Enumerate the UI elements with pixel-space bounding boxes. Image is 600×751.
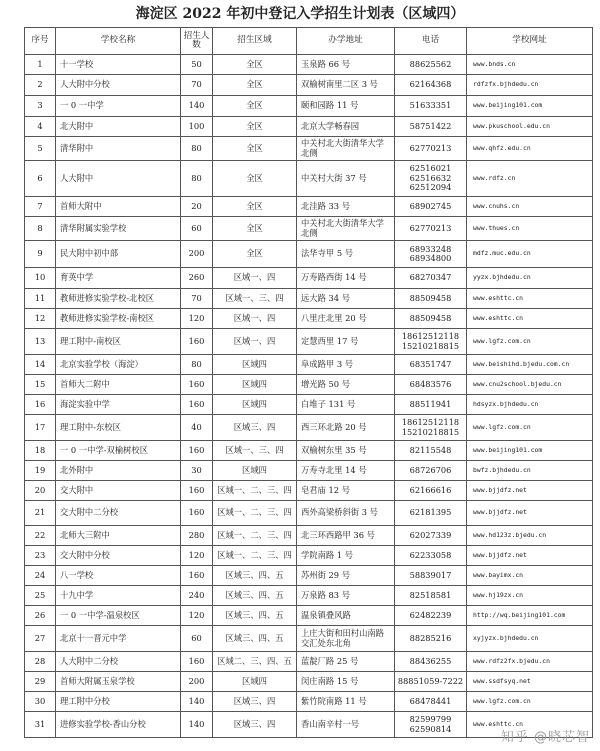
header-school: 学校名称 <box>56 28 181 55</box>
cell-address: 北三环西路甲 36 号 <box>297 526 395 546</box>
cell-no: 28 <box>25 652 56 672</box>
cell-school: 八一学校 <box>56 566 181 586</box>
cell-address: 学院南路 1 号 <box>297 546 395 566</box>
cell-no: 21 <box>25 501 56 526</box>
phone-number: 62181395 <box>409 507 452 518</box>
cell-area: 全区 <box>213 96 297 117</box>
cell-phone <box>395 606 467 626</box>
cell-no: 29 <box>25 672 56 692</box>
cell-address: 中关村北大街清华大学北侧 <box>297 217 395 241</box>
cell-phone <box>395 586 467 606</box>
cell-area: 区域一、二、三、四 <box>213 481 297 501</box>
phone-number: 18612512118 <box>401 417 460 427</box>
cell-no: 23 <box>25 546 56 566</box>
phone-number: 88851059-7222 <box>397 675 464 686</box>
cell-no: 5 <box>25 137 56 161</box>
cell-quota: 70 <box>181 289 213 309</box>
cell-area: 区域一、二、三、四 <box>213 501 297 526</box>
cell-phone <box>395 375 467 395</box>
cell-area: 区域一、四 <box>213 268 297 289</box>
cell-website[interactable]: www.cnu2school.bjedu.cn <box>467 375 593 395</box>
header-quota: 招生人数 <box>181 28 213 55</box>
table-row <box>25 289 593 309</box>
cell-phone <box>395 96 467 117</box>
cell-phone <box>395 217 467 241</box>
cell-quota: 50 <box>181 55 213 75</box>
cell-address: 白堆子 131 号 <box>297 395 395 415</box>
cell-address: 增光路 50 号 <box>297 375 395 395</box>
phone-number: 62770213 <box>409 222 452 233</box>
table-row <box>25 355 593 375</box>
cell-phone <box>395 415 467 441</box>
cell-area: 区域三、四、五 <box>213 606 297 626</box>
cell-quota: 240 <box>181 586 213 606</box>
phone-number: 62233058 <box>409 549 452 560</box>
cell-quota: 280 <box>181 526 213 546</box>
cell-school: 理工附中-南校区 <box>56 329 181 355</box>
phone-number: 68726706 <box>409 464 452 475</box>
cell-school: 一 0 一中学 <box>56 96 181 117</box>
cell-website[interactable]: www.ssdfsyq.net <box>467 672 593 692</box>
cell-area: 区域四 <box>213 395 297 415</box>
cell-phone <box>395 55 467 75</box>
cell-no: 18 <box>25 441 56 461</box>
cell-phone <box>395 672 467 692</box>
cell-no: 31 <box>25 712 56 738</box>
cell-address: 颐和园路 11 号 <box>297 96 395 117</box>
cell-area: 区域三、四 <box>213 712 297 738</box>
cell-quota: 140 <box>181 692 213 712</box>
cell-area: 全区 <box>213 241 297 268</box>
phone-number: 62516021 <box>409 163 452 174</box>
cell-address: 定慧西里 17 号 <box>297 329 395 355</box>
cell-quota: 30 <box>181 461 213 481</box>
table-row <box>25 96 593 117</box>
cell-no: 22 <box>25 526 56 546</box>
phone-number: 18612512118 <box>401 331 460 341</box>
cell-area: 全区 <box>213 75 297 96</box>
cell-no: 8 <box>25 217 56 241</box>
cell-school: 理工附中-东校区 <box>56 415 181 441</box>
cell-website[interactable]: www.pkuschool.edu.cn <box>467 117 593 137</box>
cell-area: 区域四 <box>213 672 297 692</box>
cell-area: 区域四 <box>213 375 297 395</box>
cell-phone <box>395 329 467 355</box>
table-row <box>25 117 593 137</box>
cell-phone <box>395 161 467 197</box>
cell-website[interactable]: www.qhfz.edu.cn <box>467 137 593 161</box>
cell-quota: 200 <box>181 241 213 268</box>
cell-phone <box>395 268 467 289</box>
cell-school: 首师大附中 <box>56 197 181 217</box>
cell-phone <box>395 117 467 137</box>
header-phone: 电话 <box>395 28 467 55</box>
cell-website[interactable]: www.beijing101.com <box>467 441 593 461</box>
table-row <box>25 672 593 692</box>
phone-number: 62166616 <box>409 484 452 495</box>
header-website: 学校网址 <box>467 28 593 55</box>
cell-school: 进修实验学校-香山分校 <box>56 712 181 738</box>
cell-school: 清华附属实验学校 <box>56 217 181 241</box>
cell-area: 区域四 <box>213 355 297 375</box>
cell-area: 区域一、三、四 <box>213 289 297 309</box>
cell-school: 北大附中 <box>56 117 181 137</box>
cell-area: 全区 <box>213 137 297 161</box>
cell-school: 一 0 一中学-双榆树校区 <box>56 441 181 461</box>
cell-address: 苏州街 29 号 <box>297 566 395 586</box>
cell-quota: 200 <box>181 672 213 692</box>
table-row <box>25 241 593 268</box>
cell-no: 13 <box>25 329 56 355</box>
cell-phone <box>395 481 467 501</box>
cell-website[interactable]: mdfz.muc.edu.cn <box>467 241 593 268</box>
phone-number: 68270347 <box>409 272 452 283</box>
cell-address: 紫竹院南路 11 号 <box>297 692 395 712</box>
table-row <box>25 75 593 96</box>
phone-number: 82115548 <box>409 444 452 455</box>
table-row <box>25 461 593 481</box>
cell-website[interactable]: www.bjjdfz.net <box>467 546 593 566</box>
cell-school: 清华附中 <box>56 137 181 161</box>
phone-number: 68351747 <box>409 358 452 369</box>
cell-quota: 160 <box>181 441 213 461</box>
cell-phone <box>395 289 467 309</box>
phone-number: 62516632 <box>409 172 452 183</box>
table-row <box>25 137 593 161</box>
cell-quota: 140 <box>181 96 213 117</box>
cell-quota: 70 <box>181 75 213 96</box>
cell-address: 万寿路西街 14 号 <box>297 268 395 289</box>
cell-no: 30 <box>25 692 56 712</box>
cell-website[interactable]: www.bayimx.cn <box>467 566 593 586</box>
cell-website[interactable]: www.lgfz.com.cn <box>467 692 593 712</box>
cell-no: 16 <box>25 395 56 415</box>
phone-number: 88509458 <box>409 312 452 323</box>
table-row <box>25 501 593 526</box>
cell-no: 10 <box>25 268 56 289</box>
cell-no: 14 <box>25 355 56 375</box>
table-row <box>25 375 593 395</box>
cell-phone <box>395 546 467 566</box>
cell-area: 区域三、四、五 <box>213 626 297 652</box>
cell-quota: 160 <box>181 395 213 415</box>
cell-school: 首师大附属玉泉学校 <box>56 672 181 692</box>
cell-phone <box>395 395 467 415</box>
cell-address: 上庄大街和田村山南路交汇处东北角 <box>297 626 395 652</box>
cell-quota: 80 <box>181 137 213 161</box>
cell-school: 北京实验学校（海淀） <box>56 355 181 375</box>
table-row <box>25 329 593 355</box>
cell-school: 北师大三附中 <box>56 526 181 546</box>
cell-website[interactable]: xyjyzx.bjhdedu.cn <box>467 626 593 652</box>
cell-website[interactable]: www.rdfz2fx.bjedu.cn <box>467 652 593 672</box>
cell-school: 首师大二附中 <box>56 375 181 395</box>
page-title: 海淀区 2022 年初中登记入学招生计划表（区域四） <box>135 6 465 22</box>
table-row <box>25 415 593 441</box>
cell-school: 交大附中 <box>56 481 181 501</box>
cell-school: 民大附中初中部 <box>56 241 181 268</box>
cell-address: 蓝靛厂路 25 号 <box>297 652 395 672</box>
cell-area: 全区 <box>213 217 297 241</box>
cell-no: 4 <box>25 117 56 137</box>
cell-area: 全区 <box>213 197 297 217</box>
cell-website[interactable]: www.bnds.cn <box>467 55 593 75</box>
cell-quota: 80 <box>181 161 213 197</box>
cell-quota: 160 <box>181 652 213 672</box>
cell-quota: 60 <box>181 217 213 241</box>
cell-phone <box>395 309 467 329</box>
cell-school: 海淀实验中学 <box>56 395 181 415</box>
cell-website[interactable]: www.rdfz.cn <box>467 161 593 197</box>
cell-area: 区域一、三、四 <box>213 441 297 461</box>
cell-address: 西三环北路 20 号 <box>297 415 395 441</box>
cell-area: 区域一、二、三、四 <box>213 526 297 546</box>
cell-school: 理工附中分校 <box>56 692 181 712</box>
cell-quota: 120 <box>181 606 213 626</box>
cell-no: 1 <box>25 55 56 75</box>
cell-area: 区域四 <box>213 461 297 481</box>
cell-address: 北京大学畅春园 <box>297 117 395 137</box>
table-row <box>25 526 593 546</box>
cell-area: 全区 <box>213 117 297 137</box>
cell-website[interactable]: www.thues.cn <box>467 217 593 241</box>
cell-address: 八里庄北里 20 号 <box>297 309 395 329</box>
cell-quota: 20 <box>181 197 213 217</box>
cell-no: 27 <box>25 626 56 652</box>
cell-address: 北洼路 33 号 <box>297 197 395 217</box>
cell-address: 阜成路甲 3 号 <box>297 355 395 375</box>
cell-no: 9 <box>25 241 56 268</box>
cell-quota: 160 <box>181 481 213 501</box>
table-row <box>25 55 593 75</box>
cell-no: 25 <box>25 586 56 606</box>
table-row <box>25 586 593 606</box>
cell-no: 17 <box>25 415 56 441</box>
cell-website[interactable]: www.bjjdfz.net <box>467 501 593 526</box>
cell-phone <box>395 197 467 217</box>
cell-area: 区域三、四、五 <box>213 586 297 606</box>
cell-website[interactable]: www.beijing101.com <box>467 96 593 117</box>
cell-website[interactable]: http://wq.beijing101.com <box>467 606 593 626</box>
cell-address: 玉泉路 66 号 <box>297 55 395 75</box>
cell-phone <box>395 137 467 161</box>
table-row <box>25 161 593 197</box>
cell-quota: 60 <box>181 626 213 652</box>
cell-address: 远大路 34 号 <box>297 289 395 309</box>
cell-quota: 40 <box>181 415 213 441</box>
cell-website[interactable]: www.beishihd.bjedu.com.cn <box>467 355 593 375</box>
cell-area: 区域三、四、五 <box>213 566 297 586</box>
table-row <box>25 395 593 415</box>
phone-number: 15210218815 <box>401 340 460 351</box>
table-row <box>25 692 593 712</box>
cell-phone <box>395 566 467 586</box>
cell-area: 区域一、二、三、四 <box>213 546 297 566</box>
cell-school: 十九中学 <box>56 586 181 606</box>
cell-address: 中关村北大街清华大学北侧 <box>297 137 395 161</box>
table-row <box>25 268 593 289</box>
cell-phone <box>395 355 467 375</box>
phone-number: 82518581 <box>409 589 452 600</box>
cell-website[interactable]: www.bjjdfz.net <box>467 481 593 501</box>
cell-no: 7 <box>25 197 56 217</box>
cell-phone <box>395 692 467 712</box>
cell-no: 24 <box>25 566 56 586</box>
cell-area: 区域三、四 <box>213 692 297 712</box>
table-header-row <box>25 28 593 55</box>
phone-number: 62164368 <box>409 79 452 90</box>
cell-phone <box>395 626 467 652</box>
phone-number: 58839017 <box>409 569 452 580</box>
cell-quota: 80 <box>181 355 213 375</box>
table-row <box>25 197 593 217</box>
cell-no: 2 <box>25 75 56 96</box>
cell-phone <box>395 241 467 268</box>
cell-website[interactable]: www.lgfz.com.cn <box>467 415 593 441</box>
cell-website[interactable]: rdfzfx.bjhdedu.cn <box>467 75 593 96</box>
phone-number: 82599799 <box>409 714 452 724</box>
phone-number: 62770213 <box>409 142 452 153</box>
phone-number: 88511941 <box>409 398 452 409</box>
cell-area: 区域一、四 <box>213 329 297 355</box>
cell-website[interactable]: www.cnuhs.cn <box>467 197 593 217</box>
phone-number: 62027339 <box>409 529 452 540</box>
cell-quota: 260 <box>181 268 213 289</box>
cell-quota: 120 <box>181 309 213 329</box>
cell-quota: 160 <box>181 375 213 395</box>
cell-website[interactable]: hdsyzx.bjhdedu.cn <box>467 395 593 415</box>
table-row <box>25 566 593 586</box>
table-row <box>25 217 593 241</box>
table-row <box>25 626 593 652</box>
phone-number: 88285216 <box>409 632 452 643</box>
cell-address: 皂君庙 12 号 <box>297 481 395 501</box>
cell-address: 温泉镇叠风路 <box>297 606 395 626</box>
cell-no: 3 <box>25 96 56 117</box>
header-no: 序号 <box>25 28 56 55</box>
cell-school: 北京十一晋元中学 <box>56 626 181 652</box>
cell-address: 法华寺甲 5 号 <box>297 241 395 268</box>
cell-address: 西外高梁桥斜街 3 号 <box>297 501 395 526</box>
cell-quota: 120 <box>181 546 213 566</box>
cell-school: 教师进修实验学校-南校区 <box>56 309 181 329</box>
phone-number: 62590814 <box>409 723 452 734</box>
cell-address: 万泉路 83 号 <box>297 586 395 606</box>
cell-phone <box>395 75 467 96</box>
cell-address: 中关村大街 37 号 <box>297 161 395 197</box>
phone-number: 15210218815 <box>401 426 460 437</box>
cell-school: 十一学校 <box>56 55 181 75</box>
cell-school: 交大附中二分校 <box>56 501 181 526</box>
phone-number: 62482239 <box>409 609 452 620</box>
cell-website[interactable]: www.lgfz.com.cn <box>467 329 593 355</box>
cell-school: 人大附中分校 <box>56 75 181 96</box>
cell-area: 全区 <box>213 161 297 197</box>
cell-website[interactable]: www.eshttc.cn <box>467 712 593 738</box>
cell-phone <box>395 501 467 526</box>
cell-quota: 140 <box>181 712 213 738</box>
table-row <box>25 546 593 566</box>
table-row <box>25 606 593 626</box>
cell-quota: 100 <box>181 117 213 137</box>
phone-number: 88436255 <box>409 655 452 666</box>
phone-number: 62512094 <box>409 182 452 193</box>
cell-school: 北外附中 <box>56 461 181 481</box>
cell-no: 19 <box>25 461 56 481</box>
phone-number: 88509458 <box>409 292 452 303</box>
table-row <box>25 652 593 672</box>
cell-address: 香山南辛村一号 <box>297 712 395 738</box>
cell-website[interactable]: www.hd123z.bjedu.cn <box>467 526 593 546</box>
cell-phone <box>395 441 467 461</box>
table-row <box>25 481 593 501</box>
cell-address: 双榆树南里二区 3 号 <box>297 75 395 96</box>
cell-school: 育英中学 <box>56 268 181 289</box>
cell-no: 26 <box>25 606 56 626</box>
table-body <box>25 55 593 738</box>
cell-area: 全区 <box>213 55 297 75</box>
cell-no: 12 <box>25 309 56 329</box>
cell-no: 6 <box>25 161 56 197</box>
cell-website[interactable]: bwfz.bjhdedu.cn <box>467 461 593 481</box>
cell-area: 区域三、四 <box>213 415 297 441</box>
phone-number: 68902745 <box>409 200 452 211</box>
cell-phone <box>395 526 467 546</box>
phone-number: 68934800 <box>409 253 452 263</box>
cell-website[interactable]: www.eshttc.cn <box>467 289 593 309</box>
cell-school: 人大附中 <box>56 161 181 197</box>
watermark: 知乎 @晓芯智 <box>500 730 590 745</box>
phone-number: 88625562 <box>409 58 452 69</box>
cell-area: 区域一、四 <box>213 309 297 329</box>
phone-number: 68933248 <box>409 243 452 254</box>
phone-number: 68478441 <box>409 695 452 706</box>
cell-school: 一 0 一中学-温泉校区 <box>56 606 181 626</box>
cell-school: 交大附中分校 <box>56 546 181 566</box>
enrollment-table <box>24 27 593 738</box>
phone-number: 58751422 <box>409 120 452 131</box>
cell-no: 20 <box>25 481 56 501</box>
cell-address: 双榆树东里 35 号 <box>297 441 395 461</box>
cell-phone <box>395 652 467 672</box>
cell-school: 人大附中二分校 <box>56 652 181 672</box>
table-row <box>25 441 593 461</box>
cell-quota: 160 <box>181 501 213 526</box>
cell-phone <box>395 712 467 738</box>
cell-website[interactable]: www.eshttc.cn <box>467 309 593 329</box>
cell-quota: 160 <box>181 329 213 355</box>
cell-address: 万寿寺北里 14 号 <box>297 461 395 481</box>
cell-address: 闵庄南路 15 号 <box>297 672 395 692</box>
phone-number: 51633351 <box>409 100 452 111</box>
table-row <box>25 309 593 329</box>
cell-no: 11 <box>25 289 56 309</box>
cell-no: 15 <box>25 375 56 395</box>
cell-website[interactable]: yyzx.bjhdedu.cn <box>467 268 593 289</box>
cell-phone <box>395 461 467 481</box>
cell-school: 教师进修实验学校-北校区 <box>56 289 181 309</box>
phone-number: 68483576 <box>409 378 452 389</box>
cell-website[interactable]: www.hj19zx.cn <box>467 586 593 606</box>
cell-quota: 160 <box>181 566 213 586</box>
cell-area: 区域二、三、四、五 <box>213 652 297 672</box>
header-address: 办学地址 <box>297 28 395 55</box>
header-area: 招生区域 <box>213 28 297 55</box>
